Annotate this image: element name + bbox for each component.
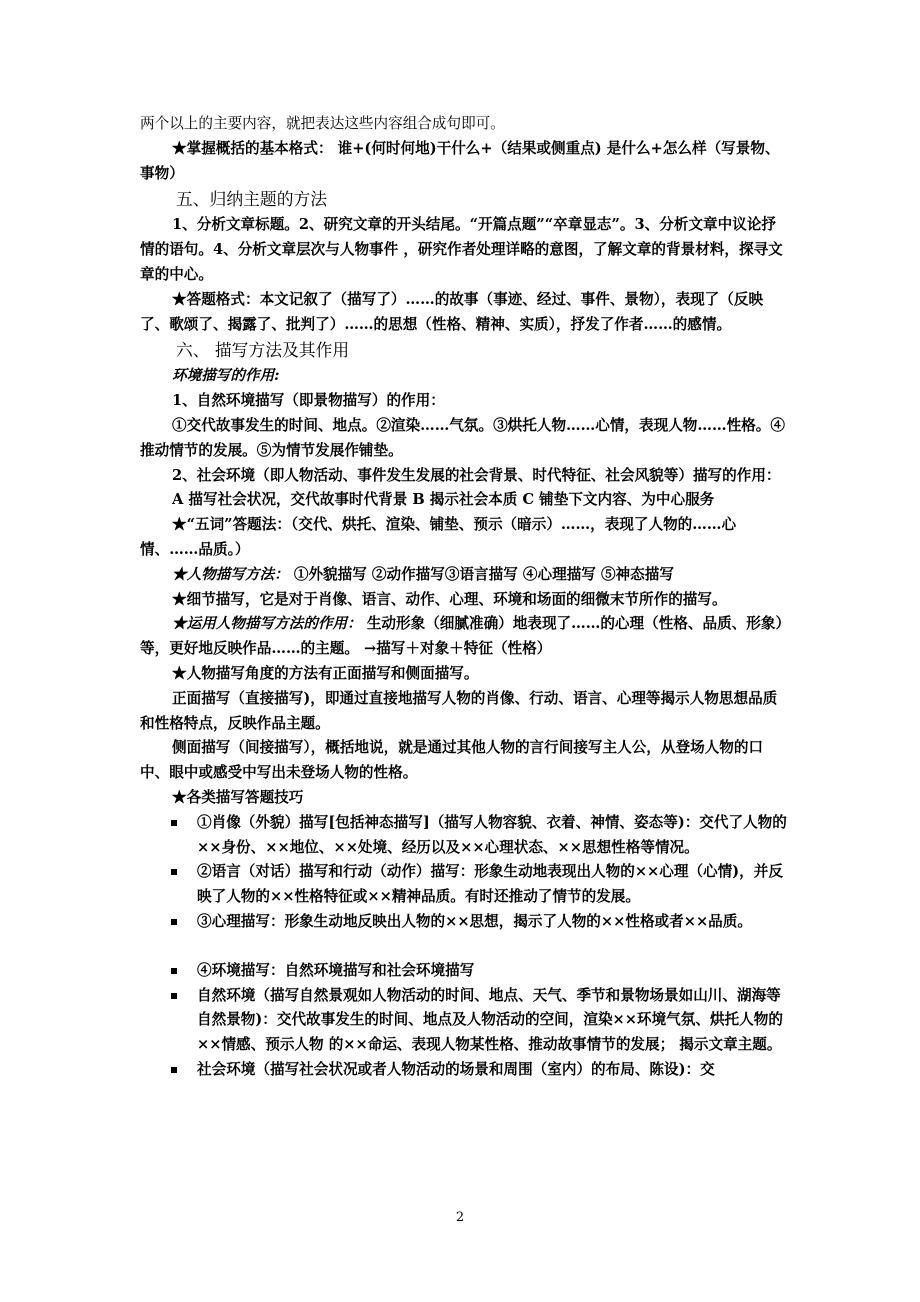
- list-item: 自然环境（描写自然景观如人物活动的时间、地点、天气、季节和景物场景如山川、湖海等自然景物)：交代故事发生的时间、地点及人物活动的空间，渲染××环境气氛、烘托人物的××情感、预示人物 的××命运、表现人物某性格、推动故事情节的发展； 揭示文章主题。: [140, 984, 790, 1058]
- description-angle: ★人物描写角度的方法有正面描写和侧面描写。: [172, 664, 479, 682]
- social-env-title: 2、社会环境（即人物活动、事件发生发展的社会背景、时代特征、社会风貌等）描写的作用：: [172, 466, 781, 484]
- natural-env-title: 1、自然环境描写（即景物描写）的作用：: [172, 392, 445, 410]
- list-item: ④环境描写：自然环境描写和社会环境描写: [140, 959, 790, 984]
- method-effect-body: 生动形象（细腻准确）地表现了……的心理（性格、品质、形象）等，更好地反映作品……的主题。 →描写＋对象＋特征（性格）: [140, 615, 783, 658]
- list-item: ③心理描写：形象生动地反映出人物的××思想，揭示了人物的××性格或者××品质。: [140, 910, 790, 935]
- page-content: [140, 112, 790, 1083]
- line-continuation: 两个以上的主要内容，就把表达这些内容组合成句即可。: [140, 115, 505, 132]
- tips-list-continued: [140, 959, 790, 1083]
- character-methods-label: ★人物描写方法：: [172, 565, 289, 583]
- side-description: 侧面描写（间接描写），概括地说，就是通过其他人物的言行间接写主人公，从登场人物的口中、眼中或感受中写出未登场人物的性格。: [140, 739, 764, 782]
- social-env-body: A 描写社会状况，交代故事时代背景 B 揭示社会本质 C 铺垫下文内容、为中心服务: [172, 491, 715, 509]
- character-methods-body: ①外貌描写 ②动作描写③语言描写 ④心理描写 ⑤神态描写: [288, 565, 674, 583]
- tips-list: [140, 811, 790, 935]
- method-effect: [140, 612, 790, 662]
- list-item: ②语言（对话）描写和行动（动作）描写：形象生动地表现出人物的××心理（心情)，并反映了人物的××性格特征或××精神品质。有时还推动了情节的发展。: [140, 860, 790, 910]
- answer-format: ★答题格式：本文记叙了（描写了）……的故事（事迹、经过、事件、景物），表现了（反映了、歌颂了、揭露了、批判了）……的思想（性格、精神、实质），抒发了作者……的感情。: [140, 290, 764, 333]
- summary-format: ★掌握概括的基本格式： 谁+(何时何地)干什么+（结果或侧重点) 是什么+怎么样（写景物、事物）: [140, 139, 780, 182]
- answer-tips-title: ★各类描写答题技巧: [172, 788, 304, 806]
- theme-methods: 1、分析文章标题。2、研究文章的开头结尾。“开篇点题”“卒章显志”。3、分析文章中议论抒情的语句。4、分析文章层次与人物事件 ，研究作者处理详略的意图，了解文章的背景材料，探寻文章的中心。: [140, 216, 783, 283]
- page-number: 2: [455, 1210, 465, 1225]
- section-heading-6: 六、 描写方法及其作用: [176, 340, 350, 361]
- blank-line: [140, 935, 790, 959]
- list-item: 社会环境（描写社会状况或者人物活动的场景和周围（室内）的布局、陈设)：交: [140, 1058, 790, 1083]
- five-words-method: ★“五词”答题法：（交代、烘托、渲染、铺垫、预示（暗示）……，表现了人物的……心情、……品质。）: [140, 516, 737, 558]
- method-effect-label: ★运用人物描写方法的作用：: [172, 615, 362, 633]
- detail-description: ★细节描写，它是对于肖像、语言、动作、心理、环境和场面的细微末节所作的描写。: [172, 590, 727, 608]
- section-heading-5: 五、归纳主题的方法: [176, 189, 328, 210]
- list-item: ①肖像（外貌）描写[包括神态描写]（描写人物容貌、衣着、神情、姿态等)：交代了人物的××身份、××地位、××处境、经历以及××心理状态、××思想性格等情况。: [140, 811, 790, 861]
- natural-env-body: ①交代故事发生的时间、地点。②渲染……气氛。③烘托人物……心情，表现人物……性格。④推动情节的发展。⑤为情节发展作铺垫。: [140, 416, 785, 459]
- front-description: 正面描写（直接描写)，即通过直接地描写人物的肖像、行动、语言、心理等揭示人物思想品质和性格特点，反映作品主题。: [140, 689, 778, 732]
- environment-title: 环境描写的作用:: [172, 367, 280, 385]
- character-methods: [140, 563, 790, 588]
